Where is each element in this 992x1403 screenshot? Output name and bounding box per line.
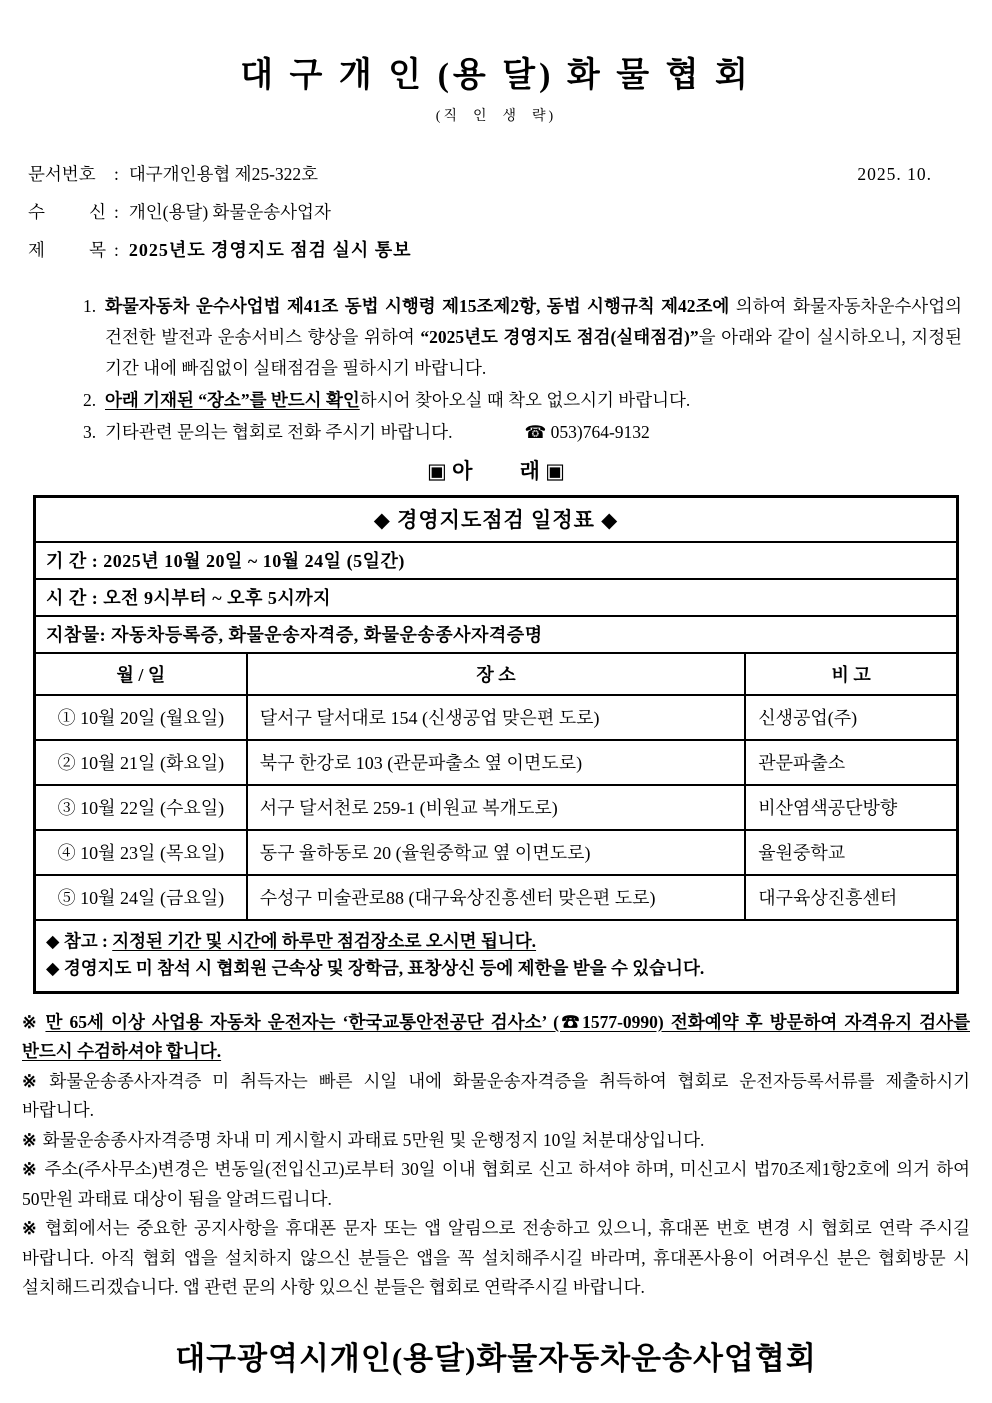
- document-meta: [28, 163, 970, 261]
- list-item-number: 2.: [83, 390, 97, 410]
- hours-text: 시 간 : 오전 9시부터 ~ 오후 5시까지: [35, 579, 958, 616]
- remark-app-notice: [22, 1214, 970, 1303]
- list-item: [83, 417, 962, 448]
- table-header-row: [35, 653, 958, 695]
- place-cell: 북구 한강로 103 (관문파출소 옆 이면도로): [247, 740, 745, 785]
- page-title: 대 구 개 인 (용 달) 화 물 협 회: [240, 57, 752, 94]
- period-row: [35, 542, 958, 579]
- day-cell: ① 10월 20일 (월요일): [35, 695, 247, 740]
- remark-license-acquire-text: 화물운송종사자격증 미 취득자는 빠른 시일 내에 화물운송자격증을 취득하여 협회로 운전자등록서류를 제출하시기 바랍니다.: [22, 1070, 971, 1120]
- list-item-text: [105, 417, 962, 448]
- item1-mid-text: 의하여 화물자동차운수사업의 건전한 발전과 운송서비스 향상을 위하여: [105, 296, 962, 347]
- colon-separator: :: [114, 202, 119, 222]
- subject-row: [28, 239, 970, 261]
- list-item-text: [105, 291, 962, 384]
- column-header-day: 월 / 일: [35, 653, 247, 695]
- inspection-name-text: “2025년도 경영지도 점검(실태점검)”: [420, 327, 699, 347]
- doc-number-label: 문서번호: [28, 164, 96, 184]
- doc-number-value: 대구개인용협 제25-322호: [128, 164, 319, 184]
- colon-separator: :: [114, 240, 119, 260]
- remark-cell: 관문파출소: [745, 740, 957, 785]
- table-notes-row: [35, 920, 958, 993]
- remark-address-change: [22, 1155, 970, 1214]
- recipient-row: [28, 201, 970, 223]
- asterisk-marker: ※: [22, 1129, 37, 1150]
- day-cell: ⑤ 10월 24일 (금요일): [35, 875, 247, 920]
- remark-license-acquire: [22, 1067, 970, 1126]
- column-header-remark: 비 고: [745, 653, 957, 695]
- list-item: [83, 291, 962, 384]
- hours-row: [35, 579, 958, 616]
- item2-tail-text: 하시어 찾아오실 때 착오 없으시기 바랍니다.: [359, 390, 691, 410]
- doc-date: 2025. 10.: [857, 164, 932, 184]
- note-penalty: ◆ 경영지도 미 참석 시 협회원 근속상 및 장학금, 표창상신 등에 제한을 받을 수 있습니다.: [46, 957, 705, 978]
- place-cell: 서구 달서천로 259-1 (비원교 복개도로): [247, 785, 745, 830]
- remark-cell: 율원중학교: [745, 830, 957, 875]
- table-title: ◆ 경영지도점검 일정표 ◆: [35, 497, 958, 542]
- remarks-section: [22, 1008, 970, 1303]
- inspection-schedule-table: [33, 495, 959, 994]
- table-row: [35, 695, 958, 740]
- remark-age65: [22, 1008, 970, 1067]
- place-cell: 수성구 미술관로88 (대구육상진흥센터 맞은편 도로): [247, 875, 745, 920]
- notice-list: [83, 291, 962, 448]
- place-cell: 달서구 달서대로 154 (신생공업 맞은편 도로): [247, 695, 745, 740]
- item1-tail-text: 을 아래와 같이 실시하오니, 지정된 기간 내에 빠짐없이 실태점검을 필하시기 바랍니다.: [105, 327, 963, 378]
- note-reference: [46, 928, 946, 955]
- remark-cell: 신생공업(주): [745, 695, 957, 740]
- table-row: [35, 875, 958, 920]
- asterisk-marker: ※: [22, 1218, 40, 1238]
- table-row: [35, 785, 958, 830]
- day-cell: ④ 10월 23일 (목요일): [35, 830, 247, 875]
- table-notes-cell: [35, 920, 958, 993]
- remark-address-change-text: 주소(주사무소)변경은 변동일(전입신고)로부터 30일 이내 협회로 신고 하셔야 하며, 미신고시 법70조제1항2호에 의거 하여 50만원 과태료 대상이 됨을 알려드립니다.: [22, 1159, 970, 1209]
- doc-number-row: [28, 163, 970, 185]
- table-row: [35, 740, 958, 785]
- colon-separator: :: [114, 164, 119, 184]
- table-row: [35, 830, 958, 875]
- list-item: [83, 385, 962, 416]
- list-item-number: 1.: [83, 296, 97, 316]
- day-cell: ② 10월 21일 (화요일): [35, 740, 247, 785]
- remark-age65-text: 만 65세 이상 사업용 자동차 운전자는 ‘한국교통안전공단 검사소’ (☎1577-0990) 전화예약 후 방문하여 자격유지 검사를 반드시 수검하셔야 합니다.: [22, 1011, 970, 1061]
- recipient-label: 수 신: [28, 202, 106, 222]
- note1-label: ◆ 참고 :: [46, 930, 113, 951]
- list-item-number: 3.: [83, 422, 97, 442]
- remark-cell: 비산염색공단방향: [745, 785, 957, 830]
- list-item-text: [105, 385, 962, 416]
- note1-underlined-text: 지정된 기간 및 시간에 하루만 점검장소로 오시면 됩니다.: [112, 930, 537, 951]
- items-to-bring-text: 지참물: 자동차등록증, 화물운송자격증, 화물운송종사자격증명: [35, 616, 958, 653]
- remark-license-display-text: 화물운송종사자격증명 차내 미 게시할시 과태료 5만원 및 운행정지 10일 처분대상입니다.: [42, 1129, 705, 1150]
- remark-cell: 대구육상진흥센터: [745, 875, 957, 920]
- table-title-row: [35, 497, 958, 542]
- stamp-omitted-note: (직 인 생 략): [435, 109, 557, 124]
- organization-name: 대구광역시개인(용달)화물자동차운송사업협회: [175, 1340, 817, 1376]
- place-check-emphasis: 아래 기재된 “장소”를 반드시 확인: [105, 390, 360, 410]
- subject-value: 2025년도 경영지도 점검 실시 통보: [128, 240, 412, 260]
- recipient-value: 개인(용달) 화물운송사업자: [128, 202, 331, 222]
- remark-license-display: [22, 1126, 970, 1156]
- column-header-place: 장 소: [247, 653, 745, 695]
- day-cell: ③ 10월 22일 (수요일): [35, 785, 247, 830]
- below-section-marker: ▣ 아 래 ▣: [426, 459, 565, 483]
- place-cell: 동구 율하동로 20 (율원중학교 옆 이면도로): [247, 830, 745, 875]
- remark-app-notice-text: 협회에서는 중요한 공지사항을 휴대폰 문자 또는 앱 알림으로 전송하고 있으니, 휴대폰 번호 변경 시 협회로 연락 주시길 바랍니다. 아직 협회 앱을 설치하지 않으신 분들은 앱을 꼭 설치해주시길 바라며, 휴대폰사용이 어려우신 분은 협회방문 시 설치해드리겠습니다. 앱 관련 문의 사항 있으신 분들은 협회로 연락주시길 바랍니다.: [22, 1218, 970, 1297]
- items-to-bring-row: [35, 616, 958, 653]
- item3-text: 기타관련 문의는 협회로 전화 주시기 바랍니다.: [105, 422, 453, 442]
- phone-number: ☎ 053)764-9132: [524, 422, 650, 442]
- asterisk-marker: ※: [22, 1159, 39, 1179]
- asterisk-marker: ※: [22, 1011, 40, 1032]
- subject-label: 제 목: [28, 240, 106, 260]
- period-text: 기 간 : 2025년 10월 20일 ~ 10월 24일 (5일간): [35, 542, 958, 579]
- law-reference-text: 화물자동차 운수사업법 제41조 동법 시행령 제15조제2항, 동법 시행규칙 제42조에: [105, 296, 730, 316]
- asterisk-marker: ※: [22, 1070, 44, 1091]
